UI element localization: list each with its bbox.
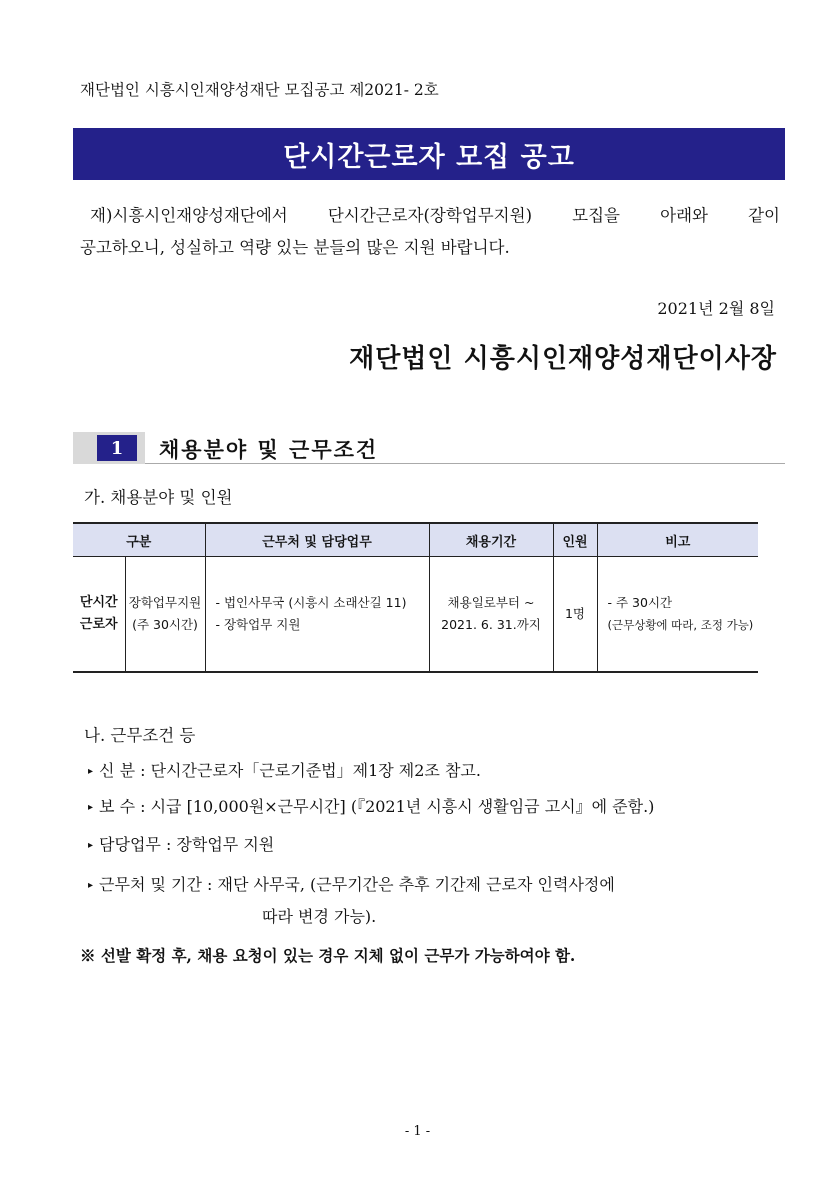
final-note: ※ 선발 확정 후, 채용 요청이 있는 경우 지체 없이 근무가 가능하여야 함. [80,946,576,965]
intro-word: 아래와 [660,206,708,225]
cell-line: 2021. 6. 31.까지 [441,617,541,632]
notice-date: 2021년 2월 8일 [657,299,775,318]
cell-subcategory [125,557,205,673]
bullet-icon: ▸ [88,880,94,891]
section-1-header [73,432,785,464]
cell-line: 단시간 [79,595,118,610]
condition-text: 신 분 : 단시간근로자「근로기준법」제1장 제2조 참고. [99,761,481,780]
condition-item [88,832,274,855]
cell-line: - 장학업무 지원 [215,617,301,632]
condition-item [88,794,654,817]
intro-word: 재)시흥시인재양성재단에서 [90,206,288,225]
condition-text: 담당업무 : 장학업무 지원 [99,835,275,854]
cell-line: 장학업무지원 [128,595,202,610]
cell-duties [205,557,429,673]
intro-paragraph [80,200,780,264]
organization-name: 재단법인 시흥시인재양성재단이사장 [349,344,777,374]
notice-number: 재단법인 시흥시인재양성재단 모집공고 제2021- 2호 [80,81,439,99]
header-period: 채용기간 [429,523,553,557]
intro-word: 같이 [748,206,780,225]
table-row [73,557,758,673]
bullet-icon: ▸ [88,802,94,813]
cell-line: 근로자 [79,617,118,632]
page-title: 단시간근로자 모집 공고 [283,141,575,173]
cell-headcount: 1명 [553,557,597,673]
intro-word: 모집을 [572,206,620,225]
cell-category [73,557,125,673]
condition-continuation: 따라 변경 가능). [262,907,377,926]
cell-remarks [597,557,758,673]
condition-text: 근무처 및 기간 : 재단 사무국, (근무기간은 추후 기간제 근로자 인력사정에 [99,875,615,894]
bullet-icon: ▸ [88,840,94,851]
header-remarks: 비고 [597,523,758,557]
section-number: 1 [97,435,137,461]
header-category: 구분 [73,523,205,557]
intro-word: 단시간근로자(장학업무지원) [327,206,533,225]
condition-text: 보 수 : 시급 [10,000원×근무시간] (『2021년 시흥시 생활임금 고시』에 준함.) [99,797,655,816]
subsection-a-title: 가. 채용분야 및 인원 [84,488,233,507]
cell-period [429,557,553,673]
intro-line-2: 공고하오니, 성실하고 역량 있는 분들의 많은 지원 바랍니다. [80,238,510,257]
header-duties: 근무처 및 담당업무 [205,523,429,557]
page-number: - 1 - [404,1124,431,1139]
title-banner [73,128,785,180]
condition-item [88,758,481,781]
table-header-row [73,523,758,557]
section-underline [145,463,785,464]
cell-line: (주 30시간) [132,617,198,632]
cell-line: 채용일로부터 ~ [447,595,535,610]
condition-item [88,872,615,895]
cell-line: - 주 30시간 [607,595,673,610]
bullet-icon: ▸ [88,766,94,777]
cell-line: - 법인사무국 (시흥시 소래산길 11) [215,595,407,610]
intro-line-1 [80,200,780,232]
job-table [73,522,758,673]
header-headcount: 인원 [553,523,597,557]
section-title: 채용분야 및 근무조건 [159,437,379,462]
subsection-b-title: 나. 근무조건 등 [84,726,196,745]
cell-line: (근무상황에 따라, 조정 가능) [607,618,754,632]
